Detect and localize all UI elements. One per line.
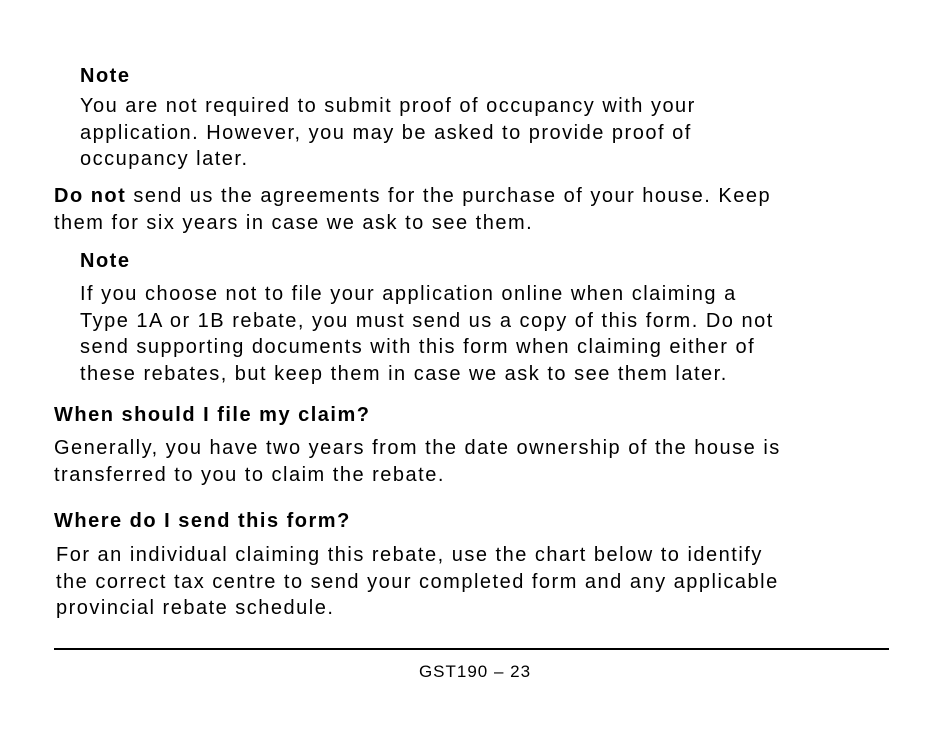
note-1-line-3: occupancy later.	[80, 148, 249, 170]
page-footer	[0, 662, 950, 682]
do-not-line-2: them for six years in case we ask to see them.	[54, 211, 534, 234]
note-body-1	[80, 93, 696, 173]
do-not-line-1-rest: send us the agreements for the purchase of your house. Keep	[126, 185, 772, 207]
section-body-when	[54, 435, 781, 488]
where-line-3: provincial rebate schedule.	[56, 597, 335, 619]
where-line-1: For an individual claiming this rebate, use the chart below to identify	[56, 544, 763, 566]
section-heading-when: When should I file my claim?	[54, 404, 371, 426]
note-heading-1: Note	[80, 65, 131, 87]
note-1-line-1: You are not required to submit proof of occupancy with your	[80, 95, 696, 117]
do-not-paragraph	[54, 183, 771, 236]
section-heading-where: Where do I send this form?	[54, 510, 351, 532]
page-number-label: GST190 – 23	[418, 662, 532, 681]
footer-divider	[54, 648, 889, 650]
where-line-2: the correct tax centre to send your completed form and any applicable	[56, 570, 779, 593]
note-heading-2: Note	[80, 250, 131, 272]
do-not-line-1	[54, 183, 771, 210]
do-not-emphasis: Do not	[54, 185, 127, 207]
when-line-2: transferred to you to claim the rebate.	[54, 463, 445, 486]
note-2-line-4: these rebates, but keep them in case we ask to see them later.	[80, 362, 728, 385]
note-2-line-3: send supporting documents with this form when claiming either of	[80, 336, 756, 358]
note-2-line-2: Type 1A or 1B rebate, you must send us a copy of this form. Do not	[80, 309, 774, 332]
note-1-line-2: application. However, you may be asked to provide proof of	[80, 121, 692, 144]
section-body-where	[56, 542, 779, 622]
when-line-1: Generally, you have two years from the date ownership of the house is	[54, 437, 781, 459]
note-body-2	[80, 281, 774, 387]
note-2-line-1: If you choose not to file your application online when claiming a	[80, 283, 737, 305]
